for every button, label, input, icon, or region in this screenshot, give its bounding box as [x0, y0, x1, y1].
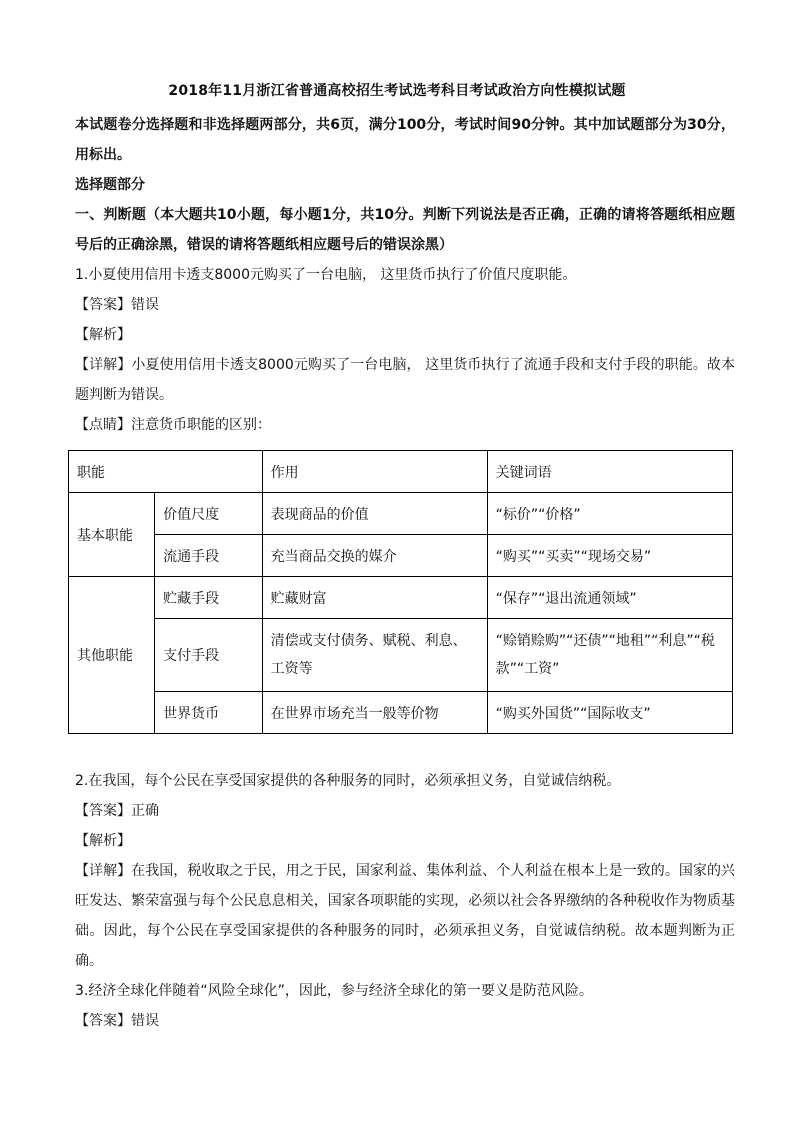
part1-heading: 一、判断题（本大题共10小题，每小题1分，共10分。判断下列说法是否正确，正确的请将答题纸相应题号后的正确涂黑，错误的请将答题纸相应题号后的错误涂黑）: [75, 207, 735, 253]
q1-detail: 【详解】小夏使用信用卡透支8000元购买了一台电脑， 这里货币执行了流通手段和支付手段的职能。故本题判断为错误。: [75, 357, 735, 403]
money-functions-table: [68, 450, 733, 734]
table-cell-role: 在世界市场充当一般等价物: [262, 692, 487, 734]
table-cell-keywords: “购买”“买卖”“现场交易”: [487, 535, 732, 577]
table-group-basic: 基本职能: [69, 493, 155, 577]
q2-answer: 【答案】正确: [75, 803, 159, 819]
table-row: [69, 577, 733, 619]
page-title: 2018年11月浙江省普通高校招生考试选考科目考试政治方向性模拟试题: [168, 83, 626, 99]
table-header-role: 作用: [262, 451, 487, 493]
table-row: [69, 493, 733, 535]
intro-text: 本试题卷分选择题和非选择题两部分，共6页，满分100分，考试时间90分钟。其中加试题部分为30分，用标出。: [75, 117, 735, 163]
q2-detail: 【详解】在我国，税收取之于民，用之于民，国家利益、集体利益、个人利益在根本上是一致的。国家的兴旺发达、繁荣富强与每个公民息息相关，国家各项职能的实现，必须以社会各界缴纳的各种税收作为物质基础。因此，每个公民在享受国家提供的各种服务的同时，必须承担义务，自觉诚信纳税。故本题判断为正确。: [75, 863, 735, 969]
q1-analysis: 【解析】: [75, 327, 131, 343]
table-cell-role: 清偿或支付债务、赋税、利息、工资等: [262, 619, 487, 692]
table-cell-keywords: “标价”“价格”: [487, 493, 732, 535]
table-header-function: 职能: [69, 451, 263, 493]
table-row: [69, 619, 733, 692]
q2-stem: 2.在我国，每个公民在享受国家提供的各种服务的同时，必须承担义务，自觉诚信纳税。: [75, 773, 621, 789]
table-cell-role: 贮藏财富: [262, 577, 487, 619]
table-row: [69, 535, 733, 577]
table-cell-func: 贮藏手段: [155, 577, 262, 619]
header-block: [75, 110, 735, 440]
table-row: [69, 692, 733, 734]
table-cell-keywords: “购买外国货”“国际收支”: [487, 692, 732, 734]
table-cell-role: 表现商品的价值: [262, 493, 487, 535]
q2-q3-block: [75, 766, 735, 1036]
q2-analysis: 【解析】: [75, 833, 131, 849]
table-cell-func: 价值尺度: [155, 493, 262, 535]
table-group-other: 其他职能: [69, 577, 155, 734]
q1-stem: 1.小夏使用信用卡透支8000元购买了一台电脑， 这里货币执行了价值尺度职能。: [75, 267, 577, 283]
table-cell-keywords: “保存”“退出流通领域”: [487, 577, 732, 619]
q3-stem: 3.经济全球化伴随着“风险全球化”，因此，参与经济全球化的第一要义是防范风险。: [75, 983, 593, 999]
table-cell-func: 世界货币: [155, 692, 262, 734]
q3-answer: 【答案】错误: [75, 1013, 159, 1029]
table-cell-func: 支付手段: [155, 619, 262, 692]
table-header-row: [69, 451, 733, 493]
q1-tip: 【点睛】注意货币职能的区别：: [75, 417, 271, 433]
table-cell-func: 流通手段: [155, 535, 262, 577]
table-cell-role: 充当商品交换的媒介: [262, 535, 487, 577]
section-label: 选择题部分: [75, 177, 145, 193]
table-header-keywords: 关键词语: [487, 451, 732, 493]
table-cell-keywords: “赊销赊购”“还债”“地租”“利息”“税款”“工资”: [487, 619, 732, 692]
q1-answer: 【答案】错误: [75, 297, 159, 313]
